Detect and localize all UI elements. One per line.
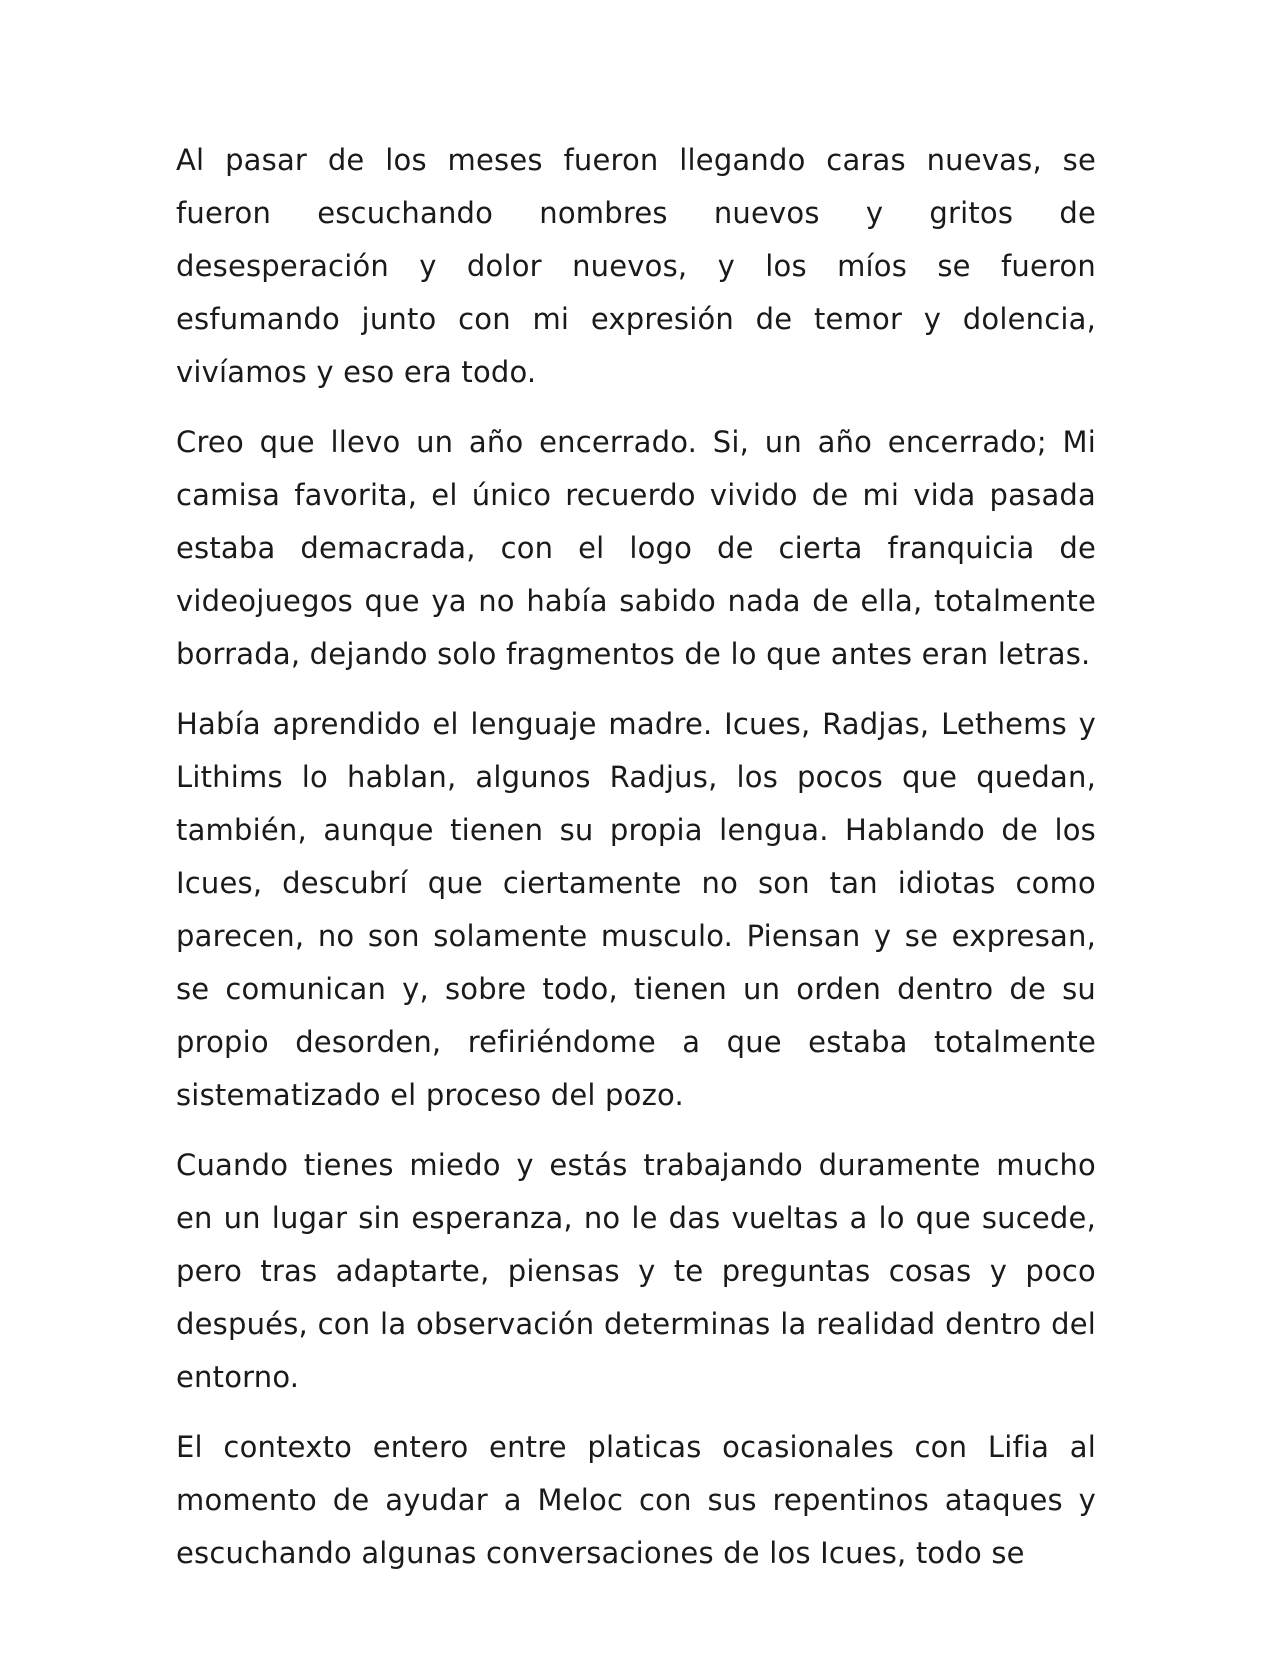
paragraph-3: Había aprendido el lenguaje madre. Icues, Radjas, Lethems y Lithims lo hablan, algunos Radjus, los pocos que quedan, también, aunque tienen su propia lengua. Hablando de los Icues, descubrí que ciertamente no son tan idiotas como parecen, no son solamente musculo. Piensan y se expresan, se comunican y, sobre todo, tienen un orden dentro de su propio desorden, refiriéndome a que estaba totalmente sistematizado el proceso del pozo.: [176, 707, 1096, 1112]
paragraph-4: Cuando tienes miedo y estás trabajando duramente mucho en un lugar sin esperanza, no le das vueltas a lo que sucede, pero tras adaptarte, piensas y te preguntas cosas y poco después, con la observación determinas la realidad dentro del entorno.: [176, 1148, 1096, 1394]
paragraph-1: Al pasar de los meses fueron llegando caras nuevas, se fueron escuchando nombres nuevos y gritos de desesperación y dolor nuevos, y los míos se fueron esfumando junto con mi expresión de temor y dolencia, vivíamos y eso era todo.: [176, 143, 1096, 389]
paragraph-5: El contexto entero entre platicas ocasionales con Lifia al momento de ayudar a Meloc con sus repentinos ataques y escuchando algunas conversaciones de los Icues, todo se: [176, 1430, 1096, 1570]
paragraph-2: Creo que llevo un año encerrado. Si, un año encerrado; Mi camisa favorita, el único recuerdo vivido de mi vida pasada estaba demacrada, con el logo de cierta franquicia de videojuegos que ya no había sabido nada de ella, totalmente borrada, dejando solo fragmentos de lo que antes eran letras.: [176, 425, 1096, 671]
document-page: [176, 134, 1096, 1580]
